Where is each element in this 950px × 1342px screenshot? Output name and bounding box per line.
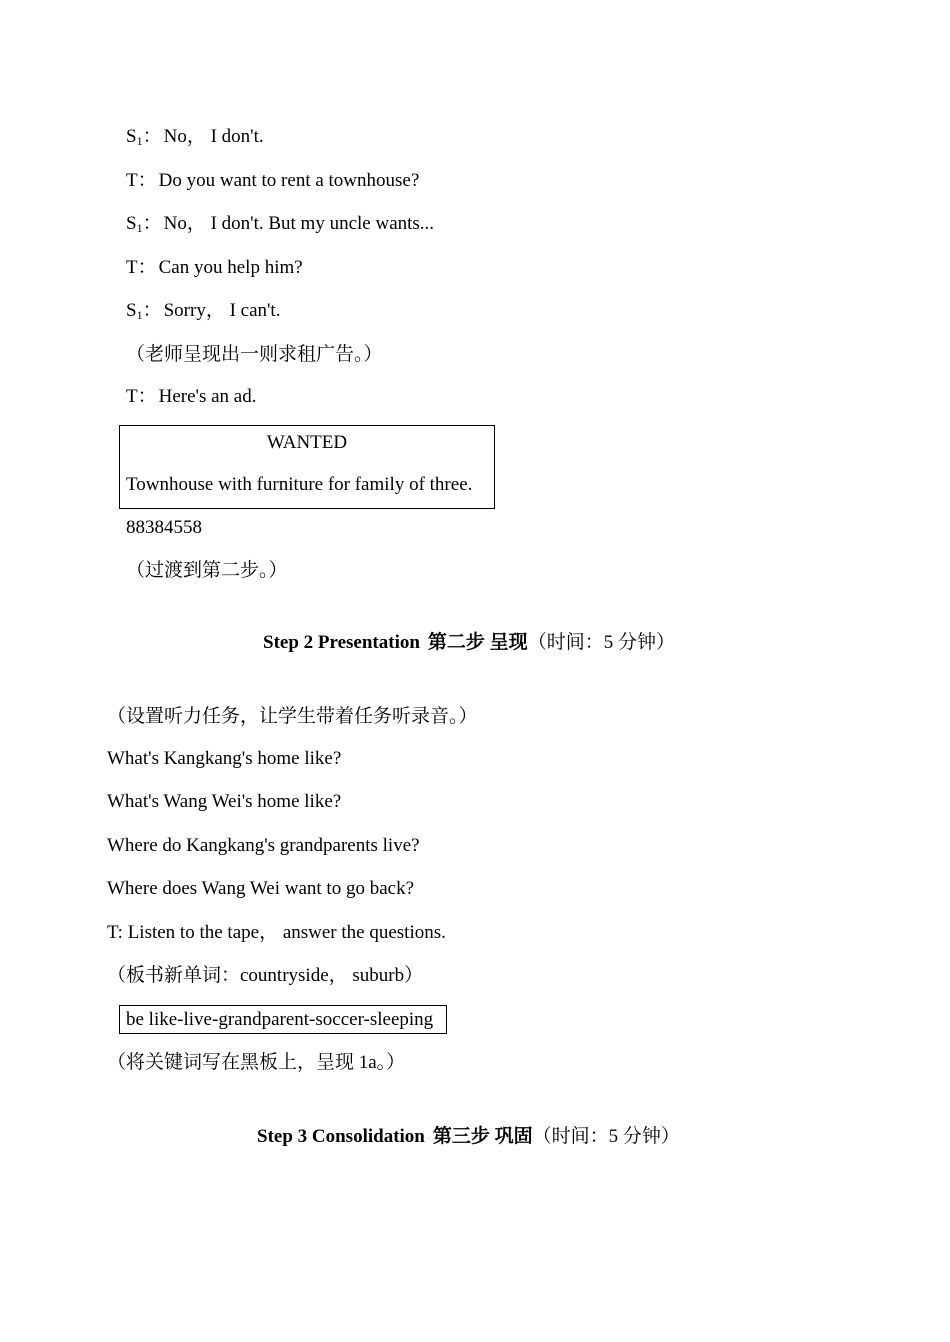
key-words-box (119, 1005, 447, 1034)
step2-heading (263, 631, 675, 655)
dialogue-line-1 (126, 125, 264, 149)
dialogue-line-5 (126, 299, 280, 323)
dialogue-text: No， I don't. (163, 126, 264, 147)
dialogue-text: Can you help him? (158, 257, 303, 278)
step2-heading-en: Step 2 Presentation (263, 632, 420, 653)
speaker-colon: ： (142, 300, 162, 321)
dialogue-line-4 (126, 256, 303, 280)
ad-title: WANTED (266, 432, 348, 453)
speaker-subscript: 1 (136, 221, 143, 235)
board-new-words-note: （板书新单词：countryside， suburb） (107, 965, 424, 986)
speaker-label: S (126, 213, 137, 234)
listening-task-note: （设置听力任务，让学生带着任务听录音。） (107, 706, 478, 727)
speaker-label: T (126, 257, 138, 278)
teacher-note-ad: （老师呈现出一则求租广告。） (126, 344, 383, 365)
transition-note: （过渡到第二步。） (126, 560, 288, 581)
step3-heading-time: （时间：5 分钟） (532, 1126, 680, 1147)
wanted-ad-box (119, 425, 495, 509)
key-words-text: be like-live-grandparent-soccer-sleeping (126, 1009, 434, 1030)
speaker-label: S (126, 126, 137, 147)
speaker-colon: ： (142, 213, 162, 234)
question-1: What's Kangkang's home like? (107, 748, 342, 769)
step3-heading (257, 1125, 680, 1149)
question-3: Where do Kangkang's grandparents live? (107, 835, 420, 856)
dialogue-line-ad (126, 385, 256, 409)
speaker-colon: ： (137, 386, 157, 407)
speaker-colon: ： (137, 257, 157, 278)
speaker-subscript: 1 (136, 308, 143, 322)
dialogue-text: No， I don't. But my uncle wants... (163, 213, 435, 234)
question-4: Where does Wang Wei want to go back? (107, 878, 414, 899)
speaker-subscript: 1 (136, 134, 143, 148)
ad-phone-number: 88384558 (126, 517, 202, 538)
dialogue-text: Do you want to rent a townhouse? (158, 170, 420, 191)
dialogue-line-2 (126, 169, 419, 193)
question-2: What's Wang Wei's home like? (107, 791, 342, 812)
dialogue-text: Here's an ad. (158, 386, 257, 407)
ad-body: Townhouse with furniture for family of three. (126, 474, 473, 495)
dialogue-line-3 (126, 212, 434, 236)
speaker-label: T (126, 170, 138, 191)
speaker-label: T (126, 386, 138, 407)
listen-instruction: T: Listen to the tape， answer the questions. (107, 922, 446, 943)
speaker-colon: ： (137, 170, 157, 191)
step3-heading-en: Step 3 Consolidation (257, 1126, 425, 1147)
speaker-label: S (126, 300, 137, 321)
step2-heading-time: （时间：5 分钟） (527, 632, 675, 653)
key-words-note: （将关键词写在黑板上，呈现 1a。） (107, 1052, 406, 1073)
step3-heading-cn: 第三步 巩固 (432, 1126, 533, 1147)
dialogue-text: Sorry， I can't. (163, 300, 281, 321)
step2-heading-cn: 第二步 呈现 (427, 632, 528, 653)
speaker-colon: ： (142, 126, 162, 147)
